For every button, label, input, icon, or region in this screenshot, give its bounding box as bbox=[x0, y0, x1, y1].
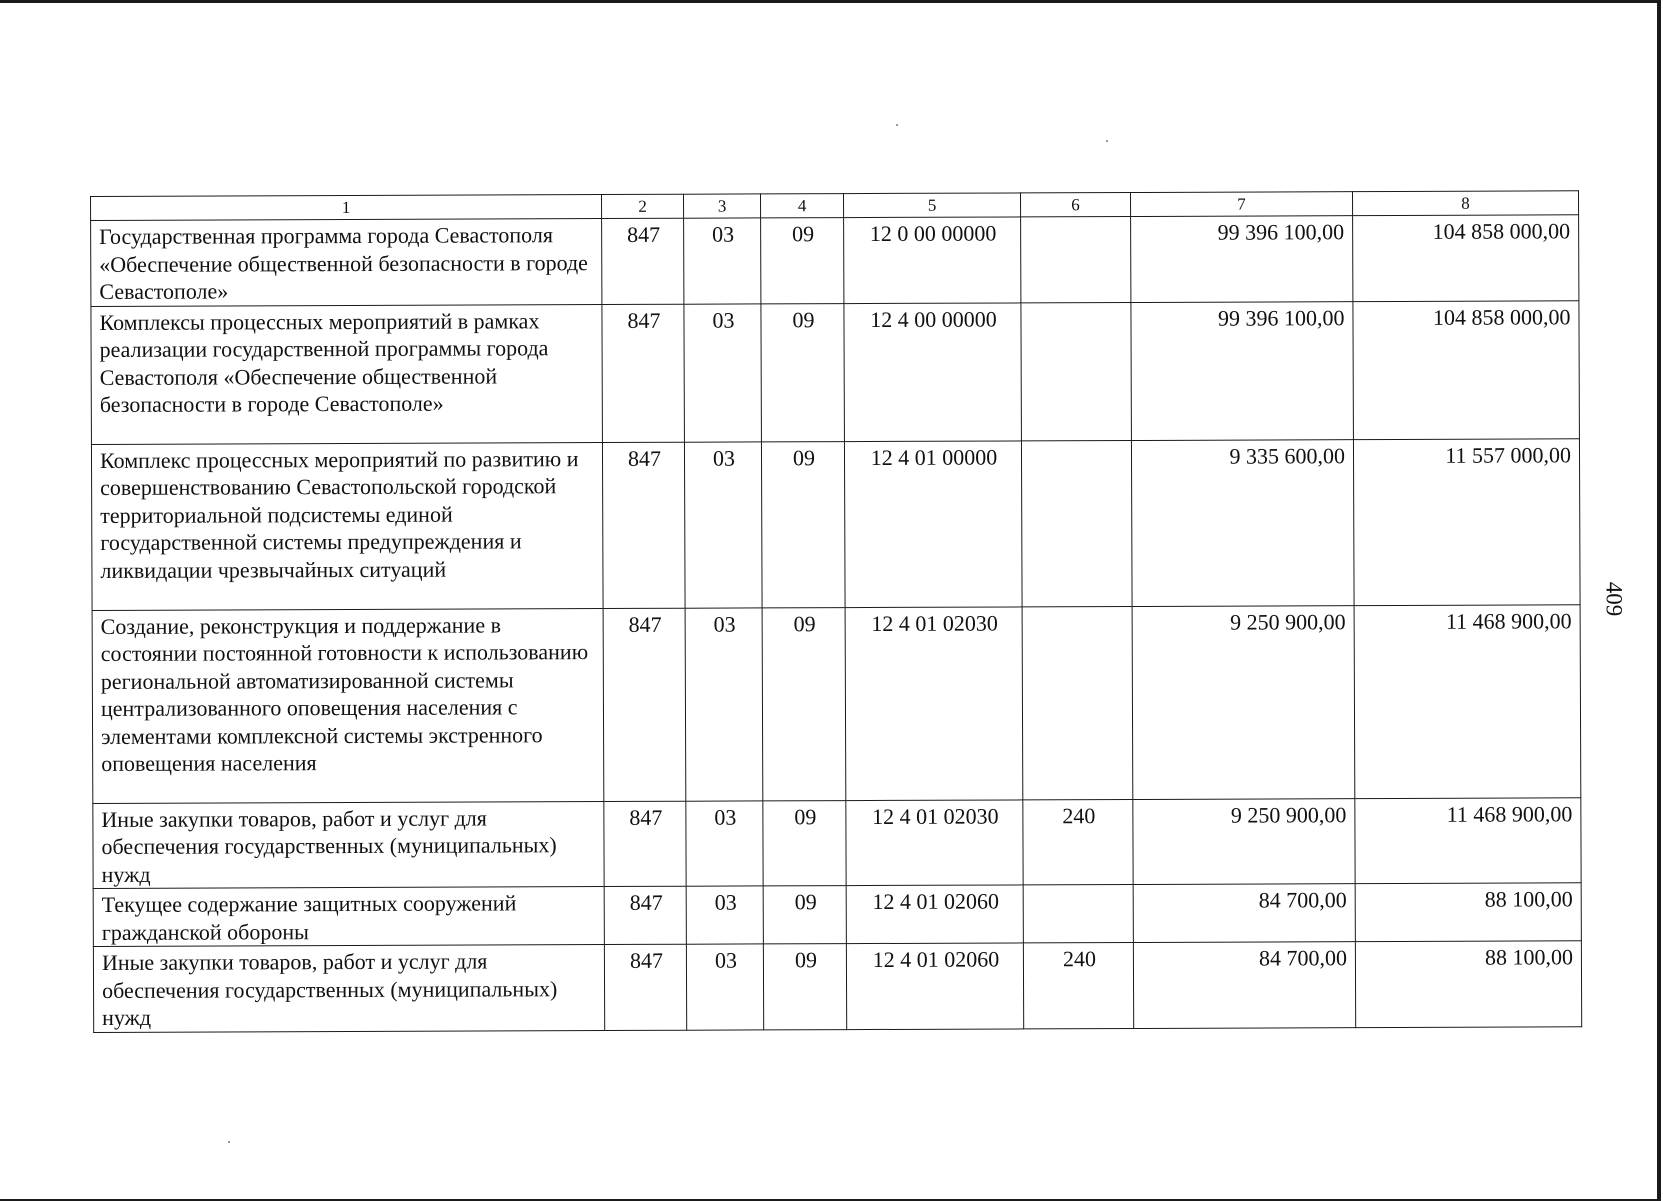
table-row bbox=[93, 941, 1581, 1032]
column-number: 2 bbox=[601, 194, 683, 218]
subsection-code: 09 bbox=[761, 441, 845, 607]
item-name: Комплексы процессных мероприятий в рамках реализации государственной программы города Севастополя «Обеспечение общественной безопасности в городе Севастополе» bbox=[91, 304, 603, 444]
column-number: 3 bbox=[683, 194, 760, 218]
amount-column-8: 104 858 000,00 bbox=[1353, 215, 1579, 301]
section-code: 03 bbox=[686, 886, 763, 944]
table-row bbox=[91, 300, 1580, 444]
amount-column-7: 84 700,00 bbox=[1133, 884, 1355, 943]
scan-speck bbox=[896, 124, 898, 126]
expense-type-code bbox=[1021, 440, 1132, 606]
column-number: 5 bbox=[843, 193, 1020, 218]
ministry-code: 847 bbox=[602, 218, 684, 304]
scan-speck bbox=[1106, 140, 1108, 142]
column-number: 1 bbox=[91, 195, 602, 221]
column-number: 6 bbox=[1020, 193, 1130, 217]
table-row bbox=[93, 883, 1581, 947]
table-row bbox=[91, 438, 1580, 610]
item-name: Создание, реконструкция и поддержание в состоянии постоянной готовности к использованию региональной автоматизированной системы централизованного оповещения населения с элементами комплексной системы экстренного оповещения населения bbox=[92, 608, 604, 803]
target-article-code: 12 4 01 02030 bbox=[845, 606, 1023, 800]
amount-column-8: 11 557 000,00 bbox=[1353, 438, 1580, 605]
expense-type-code: 240 bbox=[1023, 799, 1133, 885]
subsection-code: 09 bbox=[762, 607, 846, 800]
target-article-code: 12 0 00 00000 bbox=[844, 217, 1021, 303]
column-number: 8 bbox=[1352, 191, 1578, 216]
target-article-code: 12 4 01 02060 bbox=[846, 885, 1023, 944]
amount-column-7: 9 250 900,00 bbox=[1132, 605, 1355, 799]
column-number: 7 bbox=[1130, 192, 1352, 217]
target-article-code: 12 4 01 00000 bbox=[844, 440, 1022, 607]
section-code: 03 bbox=[686, 800, 763, 886]
amount-column-8: 11 468 900,00 bbox=[1355, 797, 1581, 883]
amount-column-7: 84 700,00 bbox=[1133, 942, 1355, 1028]
item-name: Комплекс процессных мероприятий по развитию и совершенствованию Севастопольской городской территориальной подсистемы единой государственной системы предупреждения и ликвидации чрезвычайных ситуаций bbox=[91, 442, 603, 610]
subsection-code: 09 bbox=[763, 886, 846, 944]
amount-column-7: 99 396 100,00 bbox=[1131, 301, 1354, 440]
table-row bbox=[93, 797, 1581, 888]
amount-column-7: 99 396 100,00 bbox=[1131, 216, 1353, 302]
amount-column-7: 9 335 600,00 bbox=[1131, 439, 1354, 606]
item-name: Иные закупки товаров, работ и услуг для обеспечения государственных (муниципальных) нужд bbox=[93, 801, 604, 888]
table-row bbox=[91, 215, 1579, 306]
target-article-code: 12 4 01 02030 bbox=[846, 799, 1023, 885]
subsection-code: 09 bbox=[761, 303, 845, 441]
budget-table bbox=[90, 190, 1582, 1032]
expense-type-code bbox=[1022, 606, 1133, 799]
amount-column-7: 9 250 900,00 bbox=[1133, 798, 1355, 884]
expense-type-code: 240 bbox=[1023, 942, 1133, 1028]
subsection-code: 09 bbox=[763, 944, 846, 1030]
amount-column-8: 104 858 000,00 bbox=[1353, 300, 1580, 439]
amount-column-8: 88 100,00 bbox=[1355, 883, 1581, 942]
ministry-code: 847 bbox=[602, 442, 685, 608]
section-code: 03 bbox=[684, 303, 762, 441]
item-name: Текущее содержание защитных сооружений гражданской обороны bbox=[93, 887, 604, 947]
ministry-code: 847 bbox=[602, 304, 685, 442]
expense-type-code bbox=[1021, 302, 1132, 440]
subsection-code: 09 bbox=[761, 218, 844, 304]
expense-type-code bbox=[1023, 884, 1133, 942]
scan-speck bbox=[228, 1141, 230, 1143]
section-code: 03 bbox=[686, 944, 763, 1030]
ministry-code: 847 bbox=[604, 944, 686, 1030]
table-row bbox=[92, 604, 1581, 803]
section-code: 03 bbox=[684, 218, 761, 304]
ministry-code: 847 bbox=[603, 608, 686, 801]
amount-column-8: 88 100,00 bbox=[1355, 941, 1581, 1027]
item-name: Государственная программа города Севастополя «Обеспечение общественной безопасности в городе Севастополе» bbox=[91, 219, 602, 306]
column-number: 4 bbox=[760, 194, 843, 218]
expense-type-code bbox=[1021, 217, 1131, 303]
item-name: Иные закупки товаров, работ и услуг для обеспечения государственных (муниципальных) нужд bbox=[93, 945, 604, 1032]
target-article-code: 12 4 01 02060 bbox=[846, 943, 1023, 1029]
ministry-code: 847 bbox=[604, 801, 686, 887]
section-code: 03 bbox=[684, 441, 762, 607]
page-number: 409 bbox=[1601, 581, 1627, 617]
amount-column-8: 11 468 900,00 bbox=[1354, 604, 1581, 798]
target-article-code: 12 4 00 00000 bbox=[844, 302, 1022, 441]
ministry-code: 847 bbox=[604, 886, 686, 944]
subsection-code: 09 bbox=[763, 800, 846, 886]
section-code: 03 bbox=[685, 607, 763, 800]
